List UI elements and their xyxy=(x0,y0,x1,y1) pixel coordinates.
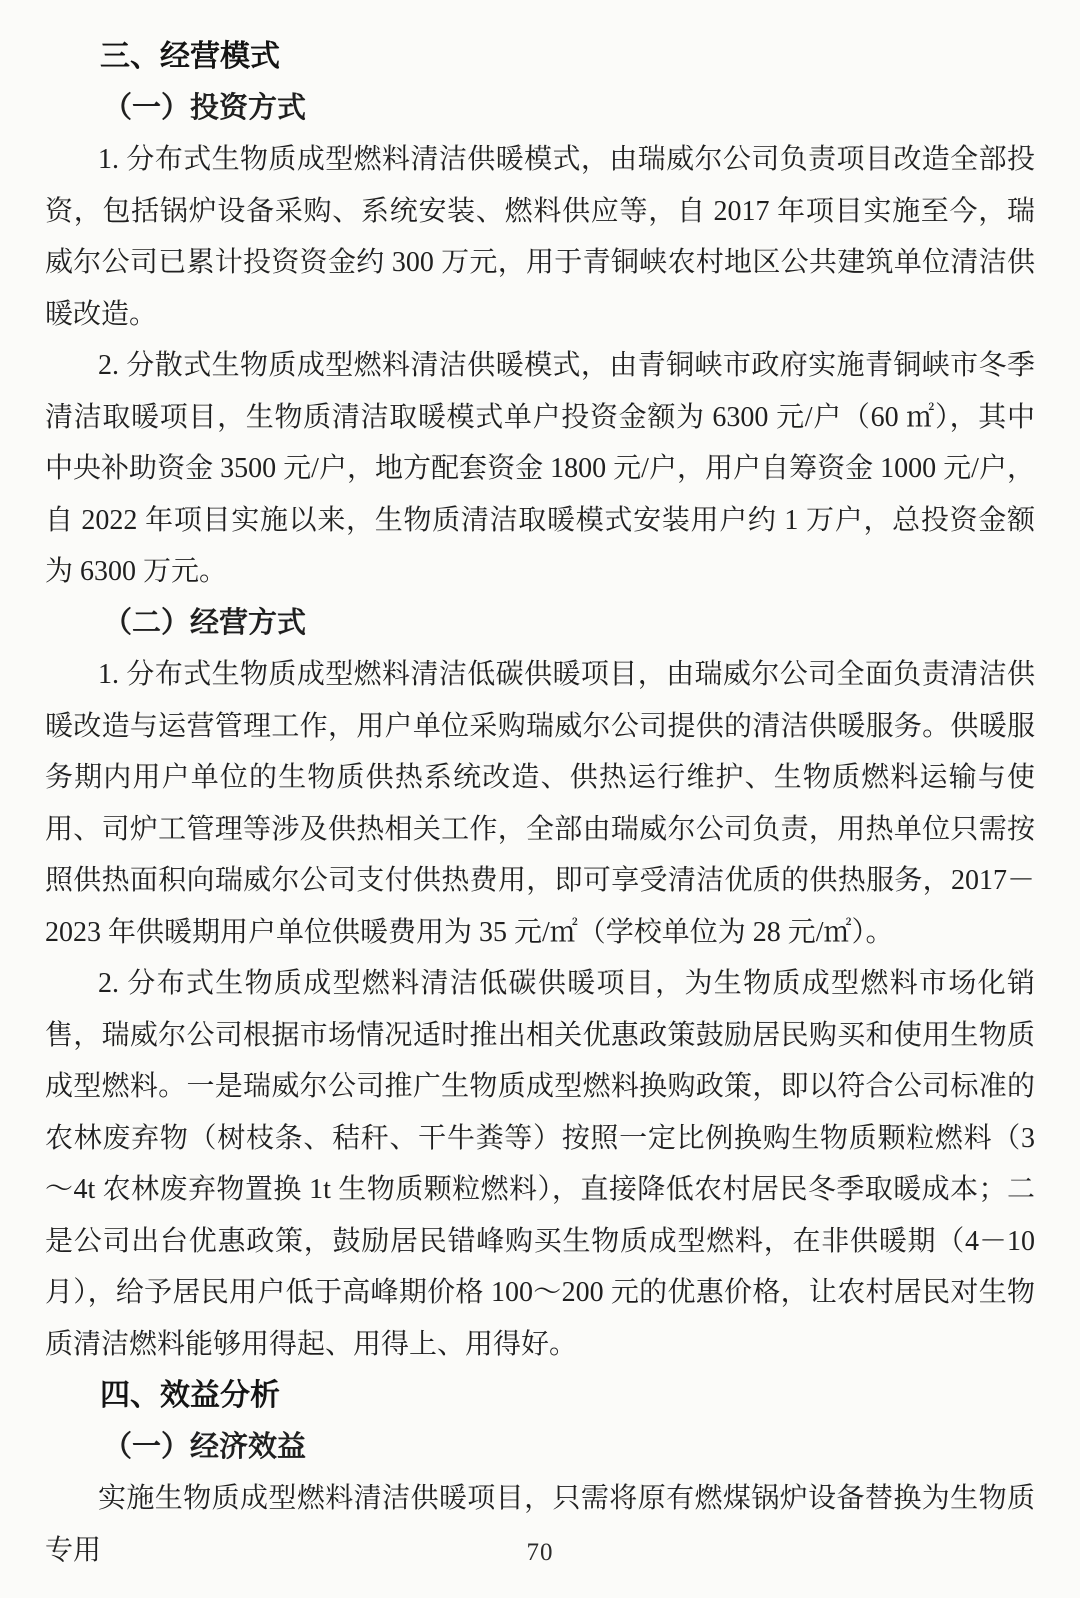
section-heading-benefit-analysis: 四、效益分析 xyxy=(100,1379,280,1412)
paragraph-operation-item-2: 2. 分布式生物质成型燃料清洁低碳供暖项目，为生物质成型燃料市场化销售，瑞威尔公司根据市场情况适时推出相关优惠政策鼓励居民购买和使用生物质成型燃料。一是瑞威尔公司推广生物质成型燃料换购政策，即以符合公司标准的农林废弃物（树枝条、秸秆、干牛粪等）按照一定比例换购生物质颗粒燃料（3～4t 农林废弃物置换 1t 生物质颗粒燃料），直接降低农村居民冬季取暖成本；二是公司出台优惠政策，鼓励居民错峰购买生物质成型燃料，在非供暖期（4－10 月），给予居民用户低于高峰期价格 100～200 元的优惠价格，让农村居民对生物质清洁燃料能够用得起、用得上、用得好。 xyxy=(45,968,1035,1360)
paragraph-operation-item-1: 1. 分布式生物质成型燃料清洁低碳供暖项目，由瑞威尔公司全面负责清洁供暖改造与运营管理工作，用户单位采购瑞威尔公司提供的清洁供暖服务。供暖服务期内用户单位的生物质供热系统改造、供热运行维护、生物质燃料运输与使用、司炉工管理等涉及供热相关工作，全部由瑞威尔公司负责，用热单位只需按照供热面积向瑞威尔公司支付供热费用，即可享受清洁优质的供热服务，2017－2023 年供暖期用户单位供暖费用为 35 元/㎡（学校单位为 28 元/㎡）。 xyxy=(45,659,1035,948)
paragraph-investment-item-1: 1. 分布式生物质成型燃料清洁供暖模式，由瑞威尔公司负责项目改造全部投资，包括锅炉设备采购、系统安装、燃料供应等，自 2017 年项目实施至今，瑞威尔公司已累计投资资金约 300 万元，用于青铜峡农村地区公共建筑单位清洁供暖改造。 xyxy=(45,144,1035,330)
page-number: 70 xyxy=(526,1539,554,1566)
subsection-heading-economic-benefit: （一）经济效益 xyxy=(103,1430,307,1463)
subsection-heading-operation-method: （二）经营方式 xyxy=(103,606,307,639)
section-heading-business-model: 三、经营模式 xyxy=(100,40,280,73)
subsection-heading-investment-method: （一）投资方式 xyxy=(103,91,307,124)
paragraph-investment-item-2: 2. 分散式生物质成型燃料清洁供暖模式，由青铜峡市政府实施青铜峡市冬季清洁取暖项目，生物质清洁取暖模式单户投资金额为 6300 元/户（60 ㎡），其中中央补助资金 3500 元/户，地方配套资金 1800 元/户，用户自筹资金 1000 元/户，自 2022 年项目实施以来，生物质清洁取暖模式安装用户约 1 万户，总投资金额为 6300 万元。 xyxy=(45,350,1035,587)
paragraph-economic-benefit-intro: 实施生物质成型燃料清洁供暖项目，只需将原有燃煤锅炉设备替换为生物质专用 xyxy=(45,1483,1035,1566)
